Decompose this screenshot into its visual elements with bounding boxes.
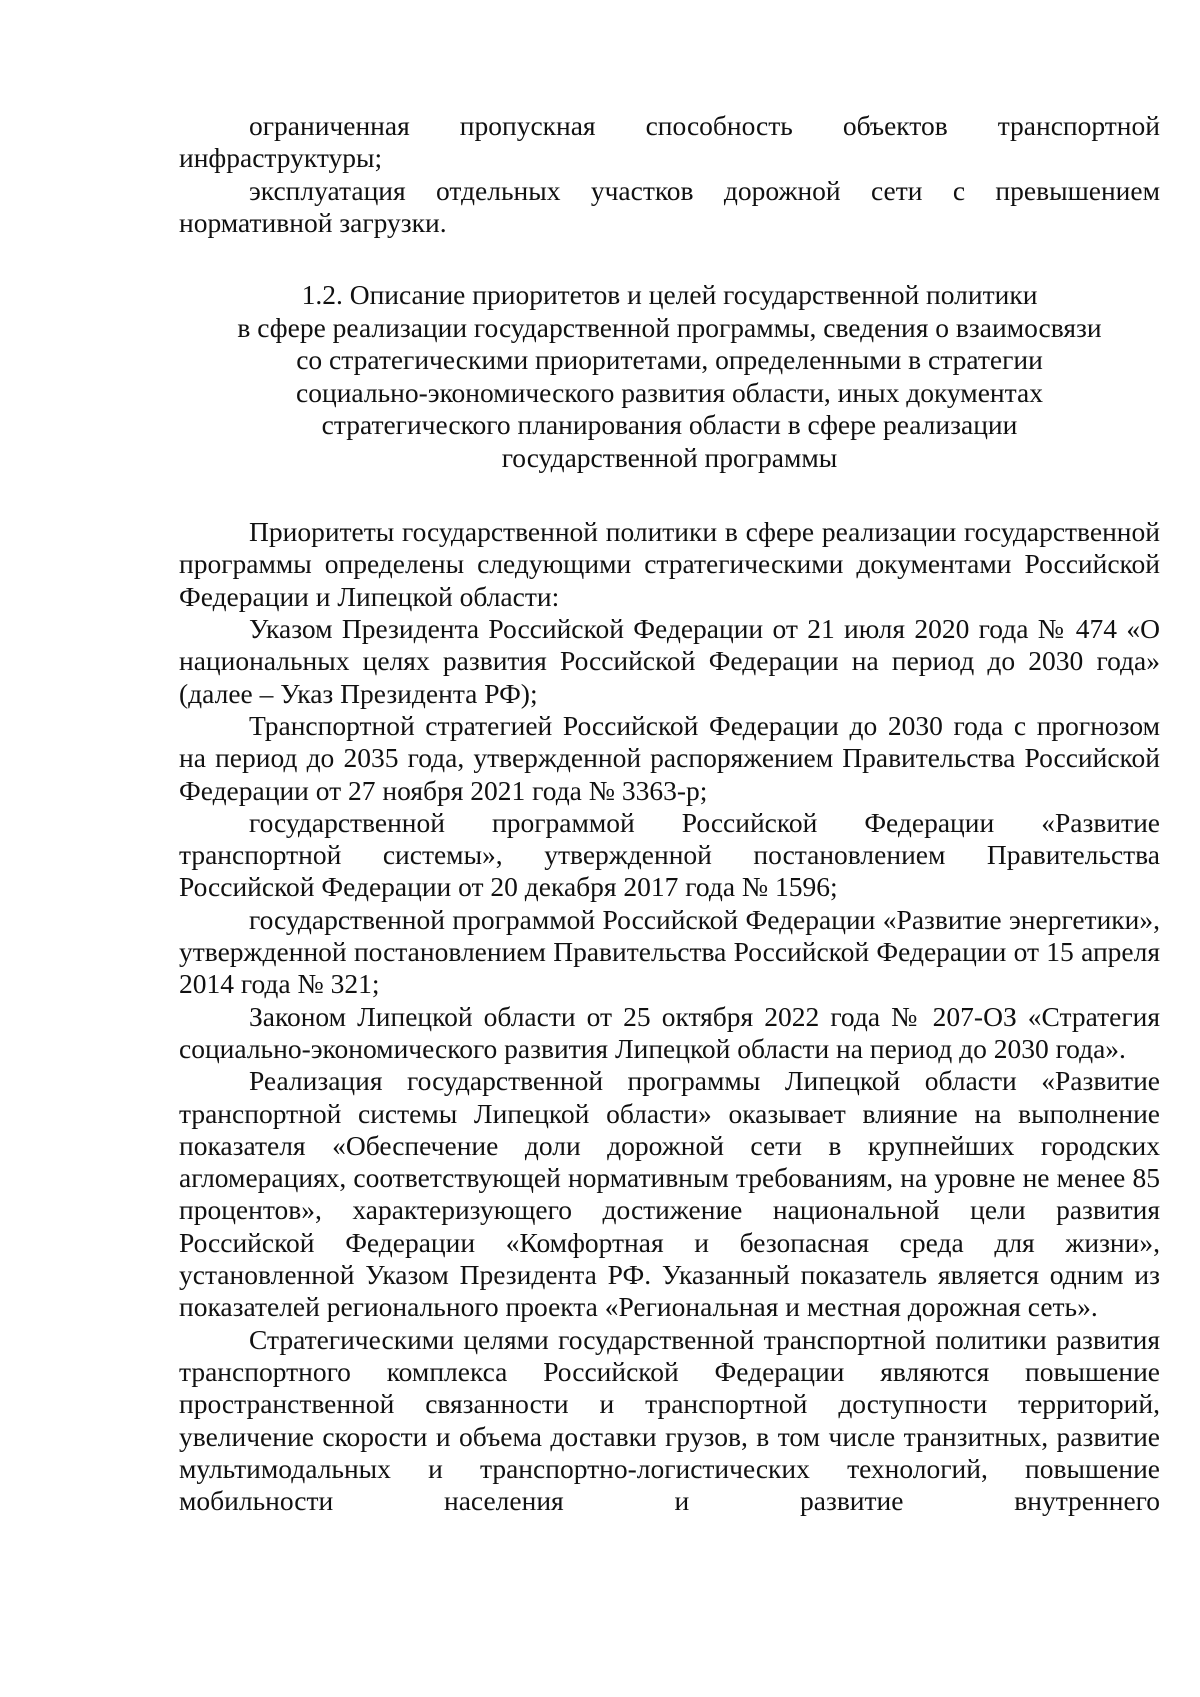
paragraph-priorities: Приоритеты государственной политики в сфере реализации государственной программы определены следующими стратегическими документами Российской Федерации и Липецкой области: [179,516,1160,612]
paragraph-strategic-goals: Стратегическими целями государственной транспортной политики развития транспортного комплекса Российской Федерации являются повышение пространственной связанности и транспортной доступности территорий, увеличение скорости и объема доставки грузов, в том числе транзитных, развитие мультимодальных и транспортно-логистических технологий, повышение мобильности населения и развитие внутреннего [179,1323,1160,1517]
heading-line: в сфере реализации государственной программы, сведения о взаимосвязи [237,311,1102,343]
paragraph-transport-program: государственной программой Российской Федерации «Развитие транспортной системы», утвержденной постановлением Правительства Российской Федерации от 20 декабря 2017 года № 1596; [179,806,1160,903]
heading-line: 1.2. Описание приоритетов и целей государственной политики [301,279,1038,311]
paragraph-program-impact: Реализация государственной программы Липецкой области «Развитие транспортной системы Липецкой области» оказывает влияние на выполнение показателя «Обеспечение доли дорожной сети в крупнейших городских агломерациях, соответствующей нормативным требованиям, на уровне не менее 85 процентов», характеризующего достижение национальной цели развития Российской Федерации «Комфортная и безопасная среда для жизни», установленной Указом Президента РФ. Указанный показатель является одним из показателей регионального проекта «Региональная и местная дорожная сеть». [179,1065,1160,1323]
heading-line: со стратегическими приоритетами, определенными в стратегии [296,344,1043,376]
paragraph-energy-program: государственной программой Российской Федерации «Развитие энергетики», утвержденной постановлением Правительства Российской Федерации от 15 апреля 2014 года № 321; [179,903,1160,1000]
list-item: ограниченная пропускная способность объектов транспортной инфраструктуры; [179,110,1160,174]
section-heading [179,279,1160,474]
paragraph-regional-law: Законом Липецкой области от 25 октября 2022 года № 207-ОЗ «Стратегия социально-экономического развития Липецкой области на период до 2030 года». [179,1000,1160,1064]
heading-line: государственной программы [501,441,838,473]
list-item: эксплуатация отдельных участков дорожной сети с превышением нормативной загрузки. [179,174,1160,238]
paragraph-transport-strategy: Транспортной стратегией Российской Федерации до 2030 года с прогнозом на период до 2035 года, утвержденной распоряжением Правительства Российской Федерации от 27 ноября 2021 года № 3363-р; [179,709,1160,806]
document-page [179,110,1160,1517]
heading-line: социально-экономического развития области, иных документах [296,376,1043,408]
heading-line: стратегического планирования области в сфере реализации [321,409,1018,441]
paragraph-presidential-decree: Указом Президента Российской Федерации от 21 июля 2020 года № 474 «О национальных целях развития Российской Федерации на период до 2030 года» (далее – Указ Президента РФ); [179,613,1160,709]
